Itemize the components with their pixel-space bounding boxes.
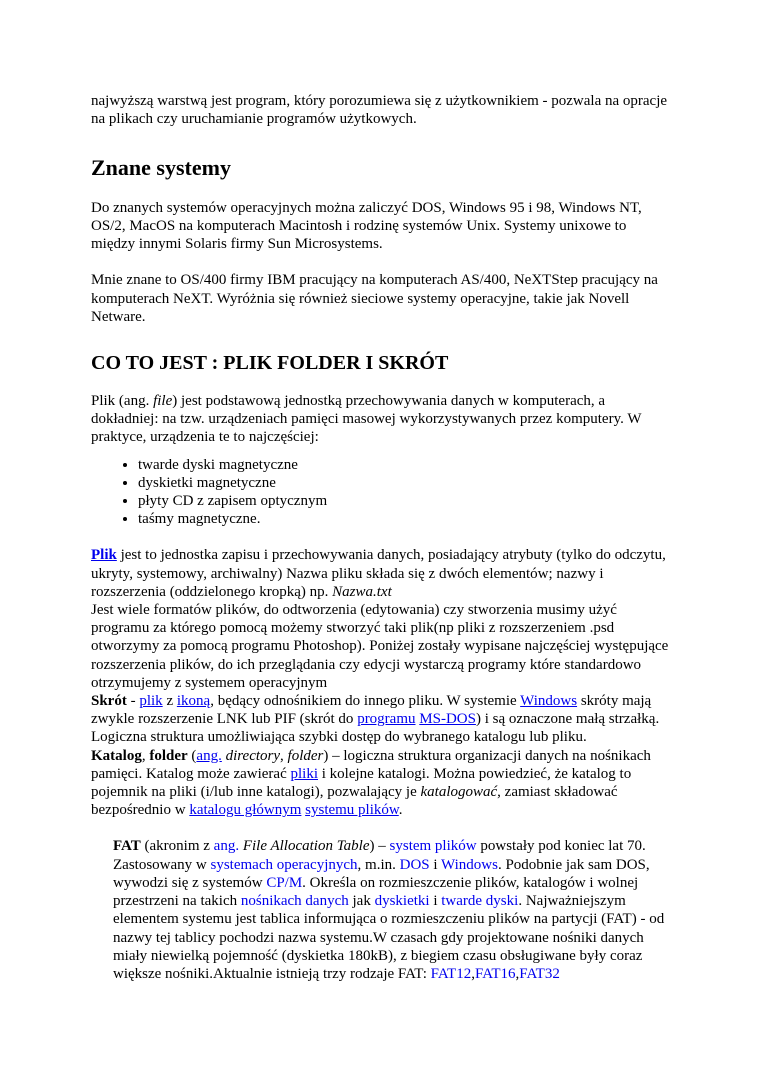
katalog-term: Katalog <box>91 747 142 764</box>
heading-known-systems: Znane systemy <box>91 155 231 181</box>
fat16-link[interactable]: FAT16 <box>474 965 516 982</box>
katalog-paragraph <box>91 747 671 820</box>
file-definition-paragraph <box>91 392 671 447</box>
fat12-link[interactable]: FAT12 <box>430 965 472 982</box>
ang-link-2[interactable]: ang. <box>213 838 240 855</box>
text: ) jest podstawową jednostką przechowywania danych w komputerach, a dokładniej: na tzw. urządzeniach pamięci masowej wykorzystywanych przez komputery. W praktyce, urządzenia te to najczęściej: <box>91 393 642 446</box>
spacer <box>91 528 671 546</box>
text: powstały pod koniec lat 70. Zastosowany w <box>113 838 646 873</box>
ang-link[interactable]: ang. <box>196 747 222 764</box>
fat32-link[interactable]: FAT32 <box>519 965 560 982</box>
dyskietki-link[interactable]: dyskietki <box>374 893 430 910</box>
msdos-link[interactable]: MS-DOS <box>419 711 476 728</box>
text: , <box>141 747 150 764</box>
list-item: • dyskietki magnetyczne <box>138 474 671 492</box>
known-systems-paragraph-2: Mnie znane to OS/400 firmy IBM pracujący na komputerach AS/400, NeXTStep pracujący na komputerach NeXT. Wyróżnia się również sieciowe systemy operacyjne, takie jak Novell Netware. <box>91 272 658 325</box>
system-plikow-link[interactable]: systemu plików <box>305 802 399 819</box>
folder-term: folder <box>149 747 188 764</box>
text: , m.in. <box>357 856 400 873</box>
text: jest to jednostka zapisu i przechowywania danych, posiadający atrybuty (tylko do odczytu, ukryty, systemowy, archiwalny) Nazwa pliku składa się z dwóch elementów; nazwy i rozszerzenia (oddzielonego kropką) np. <box>91 547 666 600</box>
intro-paragraph: najwyższą warstwą jest program, który porozumiewa się z użytkownikiem - pozwala na opracje na plikach czy uruchamianie programów użytkowych. <box>91 93 668 128</box>
fat-term: FAT <box>113 838 141 855</box>
text: . Określa on rozmieszczenie plików, katalogów i wolnej przestrzeni na takich <box>113 874 639 910</box>
text: ) – <box>369 838 390 855</box>
twarde-dyski-link[interactable]: twarde dyski <box>441 893 519 910</box>
text: jak <box>348 893 375 910</box>
plik-paragraph <box>91 546 671 601</box>
windows-link[interactable]: Windows <box>520 693 578 710</box>
term-katalogowac: katalogować <box>420 784 498 801</box>
skrot-paragraph <box>91 692 671 747</box>
text: Plik (ang. <box>91 393 154 410</box>
spacer <box>91 253 671 271</box>
pliki-link[interactable]: pliki <box>290 765 318 782</box>
text: . Podobnie jak sam DOS, wywodzi się z systemów <box>113 856 650 891</box>
plik-link[interactable]: Plik <box>91 547 117 564</box>
programu-link[interactable]: programu <box>357 711 416 728</box>
ikona-link[interactable]: ikoną <box>176 693 211 710</box>
text: ( <box>187 747 197 764</box>
formats-paragraph: Jest wiele formatów plików, do odtworzenia (edytowania) czy stworzenia musimy użyć programu za którego pomocą możemy stworzyć taki plik(np pliki z rozszerzeniem .psd otworzymy za pomocą programu Photoshop). Poniżej zostały wypisane najczęściej występujące rozszerzenia plików, do ich przeglądania czy edycji wystarczą programy które standardowo otrzymujemy z systemem operacyjnym <box>91 602 669 691</box>
nosnikach-danych-link[interactable]: nośnikach danych <box>240 893 349 910</box>
cpm-link[interactable]: CP/M <box>266 874 303 891</box>
storage-devices-list <box>91 456 671 529</box>
list-item: • taśmy magnetyczne. <box>138 510 671 528</box>
text: ) – logiczna struktura organizacji danych na nośnikach pamięci. Katalog może zawierać <box>91 747 651 782</box>
text: (akronim z <box>140 838 214 855</box>
text: , zamiast składować bezpośrednio w <box>91 784 618 819</box>
katalog-glowny-link[interactable]: katalogu głównym <box>189 802 302 819</box>
heading-file-folder-shortcut: CO TO JEST : PLIK FOLDER I SKRÓT <box>91 352 449 375</box>
text: . <box>398 802 403 819</box>
system-plikow-link-2[interactable]: system plików <box>389 838 477 855</box>
plik-link-2[interactable]: plik <box>139 693 163 710</box>
text: i kolejne katalogi. Można powiedzieć, że katalog to pojemnik na pliki (i/lub inne katalogi), pozwalający je <box>91 765 632 801</box>
skrot-term: Skrót <box>91 693 127 710</box>
text: skróty mają zwykle rozszerzenie LNK lub PIF (skrót do <box>91 693 652 728</box>
fat-paragraph <box>113 837 671 983</box>
known-systems-paragraph-1: Do znanych systemów operacyjnych można zaliczyć DOS, Windows 95 i 98, Windows NT, OS/2, MacOS na komputerach Macintosh i rodzinę systemów Unix. Systemy unixowe to między innymi Solaris firmy Sun Microsystems. <box>91 199 642 253</box>
list-item: • płyty CD z zapisem optycznym <box>138 492 671 510</box>
text: , <box>515 965 520 982</box>
text: ) i są oznaczone małą strzałką. Logiczna struktura umożliwiająca szybki dostęp do wybranego katalogu lub pliku. <box>91 711 660 746</box>
filename-example: Nazwa.txt <box>332 583 392 600</box>
term-file: file <box>153 393 173 410</box>
text: i <box>429 893 442 910</box>
windows-link-2[interactable]: Windows <box>441 856 498 873</box>
term-directory: directory <box>225 747 281 764</box>
systemach-operacyjnych-link[interactable]: systemach operacyjnych <box>210 856 358 873</box>
text: , będący odnośnikiem do innego pliku. W systemie <box>210 693 521 710</box>
text: i <box>429 856 442 873</box>
term-folder: folder <box>287 747 324 764</box>
dos-link[interactable]: DOS <box>399 856 430 873</box>
text: z <box>162 693 177 710</box>
text: , <box>471 965 475 982</box>
term-fat-full: File Allocation Table <box>242 838 370 855</box>
text: . Najważniejszym elementem systemu jest tablica informująca o rozmieszczeniu plików na partycji (FAT) - od nazwy tej tablicy pochodzi nazwa systemu.W czasach gdy projektowane nośniki danych miały niewielką pojemność (dyskietka 180kB), z biegiem czasu obsługiwane były coraz większe nośniki.Aktualnie istnieją trzy rodzaje FAT: <box>113 893 665 982</box>
list-item: • twarde dyski magnetyczne <box>138 456 671 474</box>
text: - <box>126 693 140 710</box>
document-content <box>91 92 671 983</box>
text: , <box>280 747 288 764</box>
